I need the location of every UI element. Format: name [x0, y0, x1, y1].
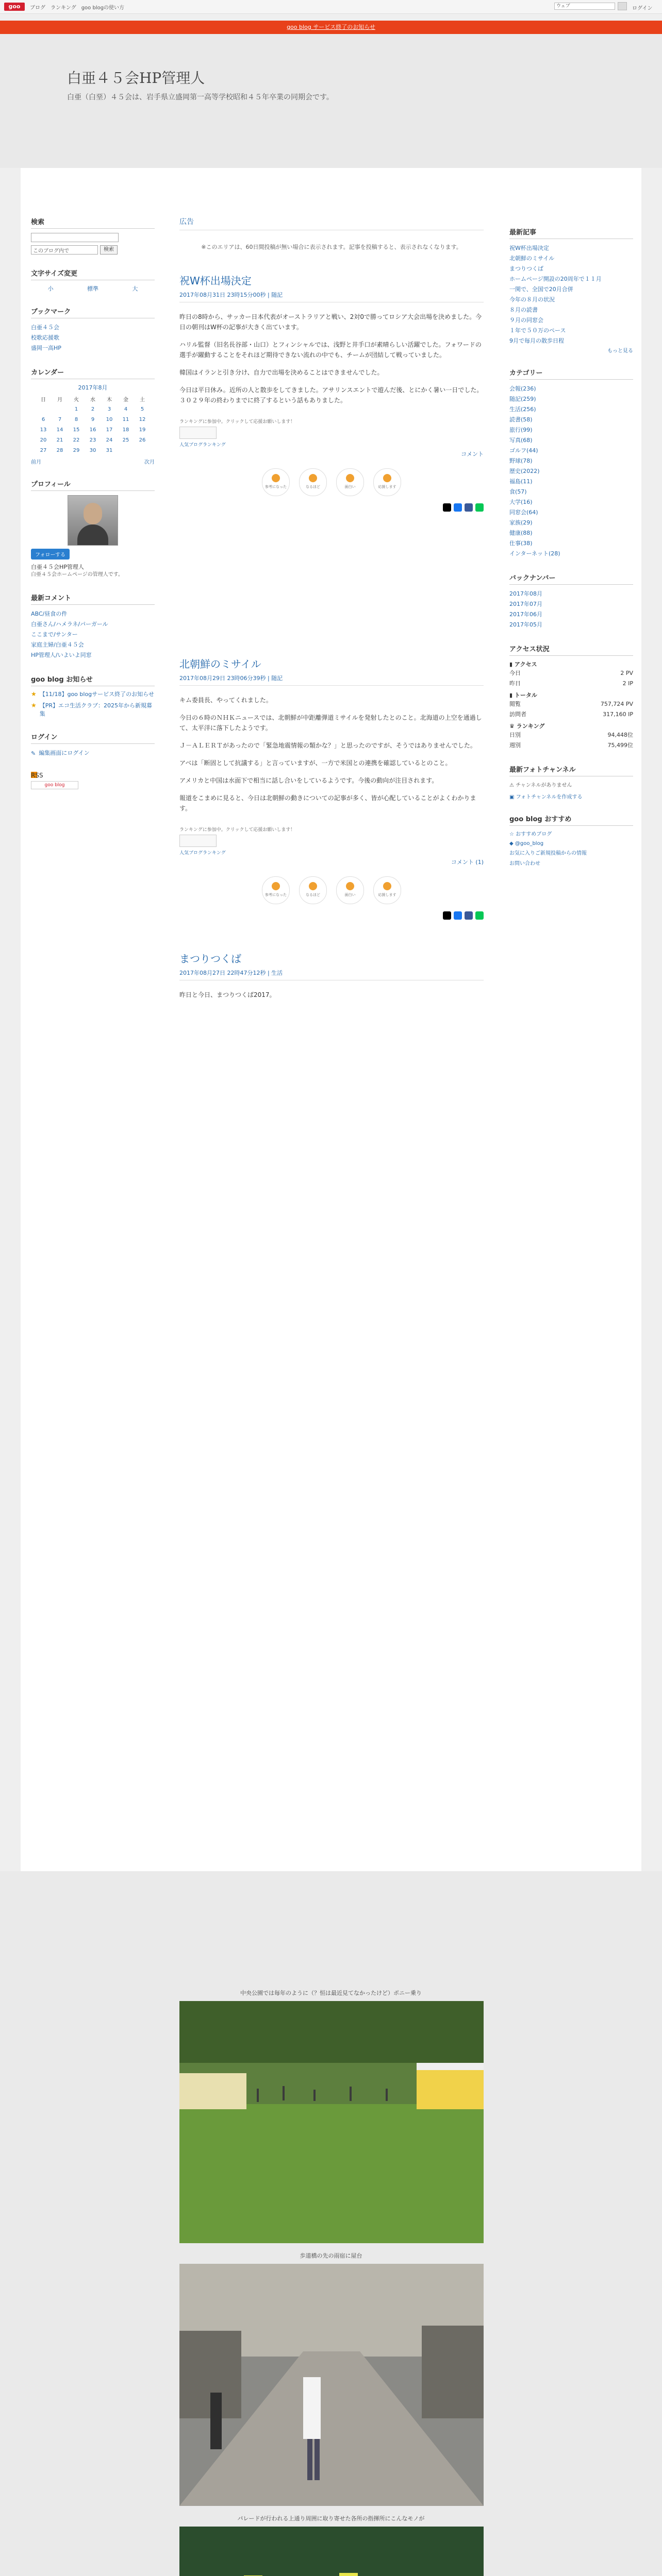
reaction-button[interactable]	[336, 468, 364, 496]
post-paragraph: 報道をこまめに見ると、今日は北朝鮮の動きについての記事が多く、皆が心配していることがよくわかります。	[179, 794, 476, 812]
font-size-large[interactable]: 大	[132, 285, 138, 292]
category-link[interactable]: 野球(78)	[509, 457, 533, 464]
access-value: 2 PV	[620, 670, 633, 676]
reaction-button[interactable]	[373, 876, 401, 904]
search-box	[31, 216, 155, 255]
recent-comments-box	[31, 592, 155, 660]
follow-button[interactable]: フォローする	[31, 549, 70, 560]
camera-icon: ▣	[509, 794, 516, 800]
calendar-day[interactable]: 29	[73, 447, 80, 453]
recent-comment-link[interactable]: ABC/昼食の件	[31, 611, 68, 617]
top-nav	[30, 3, 124, 11]
calendar-day[interactable]: 9	[91, 416, 95, 422]
top-nav-ranking[interactable]: ランキング	[51, 5, 76, 11]
bird-icon: ◆	[509, 841, 515, 846]
category-link[interactable]: 旅行(99)	[509, 427, 533, 433]
photo-parade-command-post-svg	[179, 2527, 484, 2576]
post-title[interactable]: まつりつくば	[179, 953, 241, 965]
calendar-day[interactable]: 23	[89, 437, 96, 443]
font-size-normal[interactable]: 標準	[87, 285, 98, 292]
calendar-day[interactable]	[118, 445, 134, 455]
x-share-icon[interactable]	[443, 911, 451, 920]
recent-comment-link[interactable]: 家庭主婦/白亜４５会	[31, 641, 84, 648]
calendar-day[interactable]	[52, 404, 68, 414]
access-value: 2 IP	[622, 680, 633, 687]
ranking-link[interactable]: 人気ブログランキング	[179, 851, 226, 856]
smile-icon	[383, 474, 391, 482]
photo-caption: 歩道橋の先の雨宿に屋台	[300, 2252, 362, 2259]
category-link[interactable]: 随記(259)	[509, 396, 536, 402]
blog-title[interactable]: 白亜４５会HP管理人	[67, 70, 205, 87]
photo-channel-title: 最新フォトチャンネル	[509, 764, 633, 776]
calendar-day[interactable]: 26	[139, 437, 146, 443]
backnumber-title: バックナンバー	[509, 572, 633, 585]
edit-icon: ✎	[31, 750, 36, 757]
recommend-link-text[interactable]: おすすめブログ	[516, 832, 552, 837]
smile-icon	[272, 474, 280, 482]
smile-icon	[309, 882, 317, 890]
post-paragraph: 今日の６時のＮＨＫニュースでは、北朝鮮が中距離弾道ミサイルを発射したとのこと。北海道の上空を通過して、太平洋に落下したようです。	[179, 714, 482, 732]
category-link[interactable]: 写真(68)	[509, 437, 533, 444]
recent-posts-title: 最新記事	[509, 227, 633, 239]
reaction-button[interactable]	[373, 468, 401, 496]
x-share-icon[interactable]	[443, 503, 451, 512]
access-key: 閲覧	[509, 701, 521, 707]
category-link[interactable]: 福島(11)	[509, 478, 533, 485]
calendar-day-header: 火	[74, 397, 79, 403]
calendar-next[interactable]: 次月	[144, 460, 155, 465]
calendar-day[interactable]: 15	[73, 427, 80, 433]
ranking-label-text: ランキング	[516, 723, 545, 730]
ranking-banner	[179, 826, 295, 856]
facebook-share-icon[interactable]	[454, 911, 462, 920]
photo-street-stalls-svg	[179, 2264, 484, 2506]
line-share-icon[interactable]	[475, 911, 484, 920]
bookmark-link[interactable]: 盛岡一高HP	[31, 345, 61, 351]
recent-post-link[interactable]: まつりつくば	[509, 265, 543, 272]
smile-icon	[309, 474, 317, 482]
backnumber-link[interactable]: 2017年05月	[509, 621, 542, 628]
goo-logo[interactable]: goo	[4, 3, 25, 11]
calendar-day[interactable]: 22	[73, 437, 80, 443]
reaction-label: なるほど	[306, 893, 320, 897]
photo-channel-empty-text: チャンネルがありません	[516, 783, 572, 788]
star-icon: ★	[31, 702, 37, 709]
profile-name[interactable]: 白亜４５会HP管理人	[31, 564, 84, 570]
calendar-day[interactable]: 25	[122, 437, 129, 443]
trophy-icon: ♛	[509, 723, 517, 730]
font-size-box	[31, 268, 155, 293]
photo-pony-park-svg	[179, 2001, 484, 2243]
goo-recommend-title: goo blog おすすめ	[509, 814, 633, 826]
star-icon: ☆	[509, 832, 516, 837]
access-box	[509, 643, 633, 751]
access-key: 昨日	[509, 680, 521, 687]
access-key: 今日	[509, 670, 521, 676]
photo-channel-box	[509, 764, 633, 800]
goo-notice-link[interactable]: 【PR】エコ生活クラブ：2025年から新規募集	[39, 702, 153, 717]
reaction-button[interactable]	[299, 468, 327, 496]
calendar-day[interactable]	[35, 404, 52, 414]
calendar-day[interactable]: 28	[56, 447, 63, 453]
calendar-day[interactable]: 17	[106, 427, 113, 433]
calendar-day-header: 水	[90, 397, 95, 403]
profile-box	[31, 479, 155, 579]
calendar-day-header: 土	[140, 397, 145, 403]
calendar-day[interactable]: 30	[89, 447, 96, 453]
post-paragraph: キム委員長、やってくれました。	[179, 697, 272, 704]
category-link[interactable]: 生活(256)	[509, 406, 536, 413]
calendar-day[interactable]: 21	[56, 437, 63, 443]
font-size-title: 文字サイズ変更	[31, 268, 155, 280]
calendar-day[interactable]: 19	[139, 427, 146, 433]
goo-notice-link[interactable]: 【11/18】goo blogサービス終了のお知らせ	[39, 691, 154, 698]
recent-comment-link[interactable]: HP管理人/いよいよ同窓	[31, 652, 92, 658]
post-paragraph: 韓国はイランと引き分け、自力で出場を決めることはできませんでした。	[179, 369, 384, 376]
reaction-button[interactable]	[262, 468, 290, 496]
login-link[interactable]: 編集画面にログイン	[39, 750, 90, 756]
recent-post-link[interactable]: １年で５０万のペース	[509, 327, 566, 334]
recent-post-link[interactable]: 一関で、全国で20月合併	[509, 286, 573, 293]
category-box	[509, 367, 633, 559]
calendar-day[interactable]: 10	[106, 416, 113, 422]
bookmark-box	[31, 306, 155, 353]
goo-blog-badge[interactable]: goo blog	[31, 781, 78, 789]
login-title: ログイン	[31, 732, 155, 744]
category-link[interactable]: ゴルフ(44)	[509, 447, 538, 454]
recent-post-link[interactable]: ８月の読書	[509, 307, 538, 313]
post-paragraph: 今日は平日休み。近所の人と散歩をしてきました。アサリンスエントで遊んだ後、とにかく暑い一日でした。３０２９年の終わりまでに終了するという話もありました。	[179, 386, 483, 404]
calendar-prev[interactable]: 前月	[31, 460, 41, 465]
calendar-day[interactable]: 16	[89, 427, 96, 433]
photo-caption: パレードが行われる上通り周囲に取り寄せた各所の指揮所にこんなモノが	[237, 2515, 425, 2522]
calendar-box	[31, 367, 155, 465]
share-buttons	[179, 911, 484, 920]
calendar-day[interactable]: 7	[58, 416, 62, 422]
recent-comments-title: 最新コメント	[31, 592, 155, 605]
calendar-day[interactable]: 13	[40, 427, 47, 433]
goo-notice-title: goo blog お知らせ	[31, 674, 155, 686]
hatena-share-icon[interactable]	[465, 911, 473, 920]
total-label-text: トータル	[514, 692, 537, 699]
post-paragraph: アベは「断固として抗議する」と言っていますが、一方で米国との連携を確認しているとのこと。	[179, 759, 452, 767]
post-paragraph: 昨日の8時から、サッカー日本代表がオーストラリアと戦い、2対0で勝ってロシア大会出場を決めました。今日の朝刊はW杯の記事が大きく出ています。	[179, 313, 482, 331]
avatar[interactable]	[68, 495, 118, 546]
calendar-day[interactable]: 6	[41, 416, 45, 422]
smile-icon	[346, 474, 354, 482]
blog-post	[179, 273, 484, 512]
twitter-link[interactable]	[509, 839, 633, 849]
blog-description: 白亜（白堊）４５会は、岩手県立盛岡第一高等学校昭和４５年卒業の同期会です。	[67, 93, 334, 101]
ad-label: 広告	[179, 216, 484, 230]
more-link[interactable]: もっと見る	[607, 348, 633, 354]
category-link[interactable]: 大学(16)	[509, 499, 533, 505]
reaction-label: 応援します	[378, 485, 396, 489]
reaction-label: 参考になった	[265, 485, 287, 489]
access-value: 317,160 IP	[603, 711, 633, 718]
photo-channel-empty	[509, 781, 633, 788]
top-search-input[interactable]: ウェブ	[554, 3, 615, 10]
calendar-day[interactable]: 12	[139, 416, 146, 422]
line-share-icon[interactable]	[475, 503, 484, 512]
backnumber-box	[509, 572, 633, 630]
calendar-day[interactable]: 20	[40, 437, 47, 443]
calendar-day[interactable]	[134, 445, 151, 455]
info-link[interactable]: お問い合わせ	[509, 861, 540, 867]
post-paragraph: 昨日と今日、まつりつくば2017。	[179, 991, 276, 998]
calendar-day[interactable]: 4	[124, 406, 128, 412]
goo-recommend-box	[509, 814, 633, 869]
share-buttons	[179, 503, 484, 512]
blog-post	[179, 951, 484, 1000]
font-size-small[interactable]: 小	[47, 285, 54, 292]
ranking-caption: ランキングに参加中。クリックして応援お願いします！	[179, 827, 295, 833]
access-key: 日別	[509, 732, 521, 738]
calendar-day[interactable]: 8	[74, 416, 78, 422]
facebook-share-icon[interactable]	[454, 503, 462, 512]
calendar-day-header: 月	[57, 397, 62, 403]
comment-link[interactable]: コメント	[461, 451, 484, 457]
category-link[interactable]: 仕事(38)	[509, 540, 533, 547]
bookmark-title: ブックマーク	[31, 306, 155, 318]
calendar-day[interactable]: 5	[140, 406, 144, 412]
blog-post	[179, 656, 484, 920]
reaction-label: 参考になった	[265, 893, 287, 897]
left-sidebar	[31, 216, 155, 789]
photo-parade-command-post[interactable]	[179, 2527, 484, 2576]
ranking-caption: ランキングに参加中。クリックして応援お願いします！	[179, 419, 295, 425]
calendar-day[interactable]: 27	[40, 447, 47, 453]
photo-channel-create[interactable]	[509, 792, 633, 800]
access-label-text: アクセス	[514, 661, 537, 668]
smile-icon	[346, 882, 354, 890]
post-date[interactable]: 2017年08月31日 23時15分00秒 | 随記	[179, 291, 484, 302]
recent-comment-link[interactable]: ここまで/サンター	[31, 631, 78, 638]
search-title: 検索	[31, 216, 155, 229]
calendar-day[interactable]: 11	[122, 416, 129, 422]
category-link[interactable]: 会報(236)	[509, 385, 536, 392]
recent-comment-link[interactable]: 白亜さん/ハメラネ/パーガール	[31, 621, 108, 628]
reaction-label: 面白い	[344, 893, 356, 897]
ranking-image[interactable]	[179, 835, 217, 847]
calendar-day-header: 日	[41, 397, 46, 403]
recommend-link[interactable]	[509, 830, 633, 839]
calendar-day[interactable]: 1	[74, 406, 78, 412]
top-search-button[interactable]	[618, 2, 627, 10]
post-date[interactable]: 2017年08月29日 23時06分39秒 | 随記	[179, 674, 484, 686]
calendar-day[interactable]: 31	[106, 447, 113, 453]
access-key: 週別	[509, 742, 521, 749]
search-button[interactable]: 検索	[100, 245, 118, 255]
top-nav-howto[interactable]: goo blogの使い方	[81, 5, 125, 11]
right-sidebar	[509, 227, 633, 883]
ranking-image[interactable]	[179, 427, 217, 439]
comment-link[interactable]: コメント (1)	[451, 859, 484, 866]
star-icon: ★	[31, 690, 37, 698]
access-value: 75,499位	[607, 742, 633, 749]
ranking-label	[509, 722, 633, 730]
recent-post-link[interactable]: 今年の８月の状況	[509, 296, 555, 303]
calendar-day[interactable]: 24	[106, 437, 113, 443]
backnumber-link[interactable]: 2017年08月	[509, 590, 542, 597]
photo-channel-create-text[interactable]: フォトチャンネルを作成する	[516, 794, 583, 800]
profile-text: 白亜４５会ホームページの管理人です。	[31, 572, 123, 578]
smile-icon	[383, 882, 391, 890]
calendar-day-header: 木	[107, 397, 112, 403]
calendar-day-header: 金	[123, 397, 128, 403]
calendar-day[interactable]: 14	[56, 427, 63, 433]
ranking-link[interactable]: 人気ブログランキング	[179, 443, 226, 448]
ad-note: ※このエリアは、60日間投稿が無い場合に表示されます。記事を投稿すると、表示されなくなります。	[201, 244, 462, 250]
info-link[interactable]: お気に入りご新規投稿からの情報	[509, 851, 587, 856]
calendar-title: カレンダー	[31, 367, 155, 379]
category-link[interactable]: 読書(58)	[509, 416, 533, 423]
bookmark-link[interactable]: 白亜４５会	[31, 324, 59, 331]
footer-badges	[31, 772, 155, 789]
search-input[interactable]	[31, 233, 119, 242]
calendar-month[interactable]: 2017年8月	[78, 384, 108, 391]
rss-icon[interactable]: RSS	[31, 772, 43, 779]
photo-caption: 中央公園では毎年のように（？恒は最近見てなかったけど）ポニー乗り	[240, 1990, 422, 1996]
reaction-buttons	[179, 468, 484, 496]
login-box	[31, 732, 155, 758]
reaction-button[interactable]	[262, 876, 290, 904]
post-paragraph: Ｊ－ＡＬＥＲＴがあったので「緊急地震情報の類かな？」と思ったのですが、そうではありませんでした。	[179, 742, 476, 749]
photo-pony-park[interactable]	[179, 2001, 484, 2243]
category-link[interactable]: 食(57)	[509, 488, 527, 495]
top-login-link[interactable]: ログイン	[632, 6, 653, 11]
reaction-label: なるほど	[306, 485, 320, 489]
recent-post-link[interactable]: ９月の同窓会	[509, 317, 543, 324]
reaction-button[interactable]	[299, 876, 327, 904]
category-link[interactable]: 歴史(2022)	[509, 468, 540, 474]
calendar-table	[35, 394, 151, 455]
search-scope-select[interactable]: このブログ内で	[31, 245, 98, 255]
category-link[interactable]: インターネット(28)	[509, 550, 560, 557]
calendar-day[interactable]: 18	[122, 427, 129, 433]
ranking-banner	[179, 418, 295, 448]
post-paragraph: ハリル監督（旧名長谷部・山口）とフィンシャルでは、浅野と井手口が素晴らしい活躍でした。フォワードの選手が躍動することをそれほど期待できない流れの中でも、チームが団結して戦っていました。	[179, 341, 482, 359]
access-key: 訪問者	[509, 711, 526, 718]
chart-icon: ▮	[509, 692, 515, 699]
main-content	[179, 216, 484, 1031]
photo-street-stalls[interactable]	[179, 2264, 484, 2506]
post-title[interactable]: 祝W杯出場決定	[179, 275, 252, 287]
category-link[interactable]: 家族(29)	[509, 519, 533, 526]
calendar-day[interactable]: 2	[91, 406, 95, 412]
reaction-button[interactable]	[336, 876, 364, 904]
category-title: カテゴリー	[509, 367, 633, 380]
profile-title: プロフィール	[31, 479, 155, 491]
recent-post-link[interactable]: 祝W杯出場決定	[509, 245, 549, 251]
warning-icon: ⚠	[509, 783, 516, 788]
access-value: 757,724 PV	[600, 701, 633, 707]
reaction-label: 面白い	[344, 485, 356, 489]
bookmark-link[interactable]: 校歌応援歌	[31, 334, 59, 341]
post-title[interactable]: 北朝鮮のミサイル	[179, 658, 261, 670]
total-label	[509, 691, 633, 699]
access-title: アクセス状況	[509, 643, 633, 656]
reaction-label: 応援します	[378, 893, 396, 897]
backnumber-link[interactable]: 2017年07月	[509, 601, 542, 607]
recent-post-link[interactable]: 北朝鮮のミサイル	[509, 255, 555, 262]
service-end-notice[interactable]: goo blog サービス終了のお知らせ	[0, 21, 662, 34]
recent-posts-box	[509, 227, 633, 354]
category-link[interactable]: 同窓会(64)	[509, 509, 538, 516]
recent-post-link[interactable]: ホームページ開設の20周年で１１月	[509, 276, 602, 282]
twitter-link-text[interactable]: @goo_blog	[515, 841, 544, 846]
smile-icon	[272, 882, 280, 890]
chart-icon: ▮	[509, 661, 515, 668]
goo-notice-box	[31, 674, 155, 718]
category-link[interactable]: 健康(88)	[509, 530, 533, 536]
hatena-share-icon[interactable]	[465, 503, 473, 512]
access-label	[509, 660, 633, 668]
reaction-buttons	[179, 876, 484, 904]
calendar-day[interactable]: 3	[107, 406, 111, 412]
access-value: 94,448位	[607, 732, 633, 738]
post-paragraph: アメリカと中国は水面下で相当に話し合いをしているようです。今後の動向が注目されます。	[179, 777, 438, 784]
post-date[interactable]: 2017年08月27日 22時47分12秒 | 生活	[179, 969, 484, 980]
backnumber-link[interactable]: 2017年06月	[509, 611, 542, 618]
top-nav-blog[interactable]: ブログ	[30, 5, 45, 11]
top-bar	[0, 0, 662, 14]
recent-post-link[interactable]: 9月で毎月の散歩日程	[509, 337, 564, 344]
